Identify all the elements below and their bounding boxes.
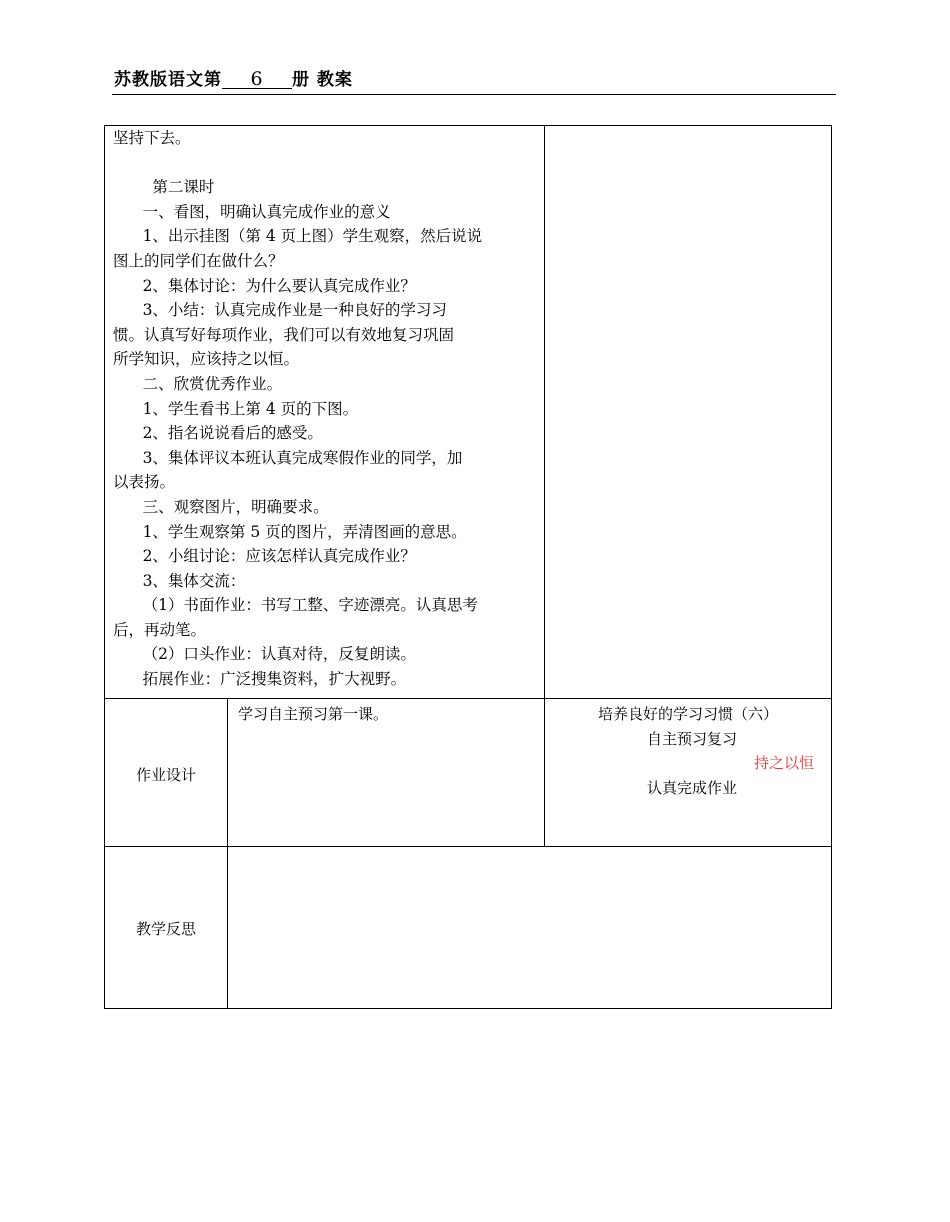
board-line-1: 自主预习复习 — [647, 730, 738, 748]
lesson-line: 2、小组讨论：应该怎样认真完成作业？ — [113, 547, 416, 566]
lesson-line: 图上的同学们在做什么？ — [113, 251, 284, 270]
lesson-line: 一、看图，明确认真完成作业的意义 — [113, 202, 391, 221]
homework-label: 作业设计 — [135, 766, 196, 784]
lesson-line: 1、出示挂图（第 4 页上图）学生观察，然后说说 — [113, 227, 483, 246]
lesson-line: 拓展作业：广泛搜集资料，扩大视野。 — [113, 670, 407, 689]
lesson-line — [113, 151, 539, 176]
lesson-line: 3、集体评议本班认真完成寒假作业的同学，加 — [113, 448, 463, 467]
lesson-line: 所学知识，应该持之以恒。 — [113, 350, 300, 369]
lesson-line: 二、欣赏优秀作业。 — [113, 374, 283, 393]
board-title: 培养良好的学习习惯（六） — [597, 705, 778, 723]
lesson-line: 3、集体交流： — [113, 571, 246, 590]
lesson-line: 1、学生看书上第 4 页的下图。 — [113, 399, 359, 418]
lesson-line: 3、小结：认真完成作业是一种良好的学习习 — [113, 301, 447, 320]
lesson-line: 2、指名说说看后的感受。 — [113, 424, 323, 443]
lesson-line: 以表扬。 — [113, 473, 176, 492]
lesson-line: 坚持下去。 — [113, 129, 191, 147]
lesson-line: （1）书面作业：书写工整、字迹漂亮。认真思考 — [113, 596, 478, 615]
header-volume: 6 — [222, 70, 292, 89]
lesson-line: 1、学生观察第 5 页的图片，弄清图画的意思。 — [113, 522, 467, 541]
lesson-content — [113, 126, 539, 692]
reflection-label: 教学反思 — [135, 920, 196, 938]
board-highlight: 持之以恒 — [754, 754, 815, 772]
lesson-line: 后，再动笔。 — [113, 620, 207, 639]
page-header — [112, 66, 836, 95]
header-prefix: 苏教版语文第 — [114, 70, 222, 90]
homework-content: 学习自主预习第一课。 — [238, 705, 389, 723]
lesson-line: （2）口头作业：认真对待，反复朗读。 — [113, 645, 416, 664]
header-suffix: 册 教案 — [292, 70, 353, 90]
lesson-line: 惯。认真写好每项作业，我们可以有效地复习巩固 — [113, 325, 455, 344]
board-line-3: 认真完成作业 — [647, 779, 738, 797]
lesson-line: 第二课时 — [113, 178, 215, 197]
lesson-line: 三、观察图片，明确要求。 — [113, 497, 329, 516]
lesson-line: 2、集体讨论：为什么要认真完成作业？ — [113, 276, 416, 295]
